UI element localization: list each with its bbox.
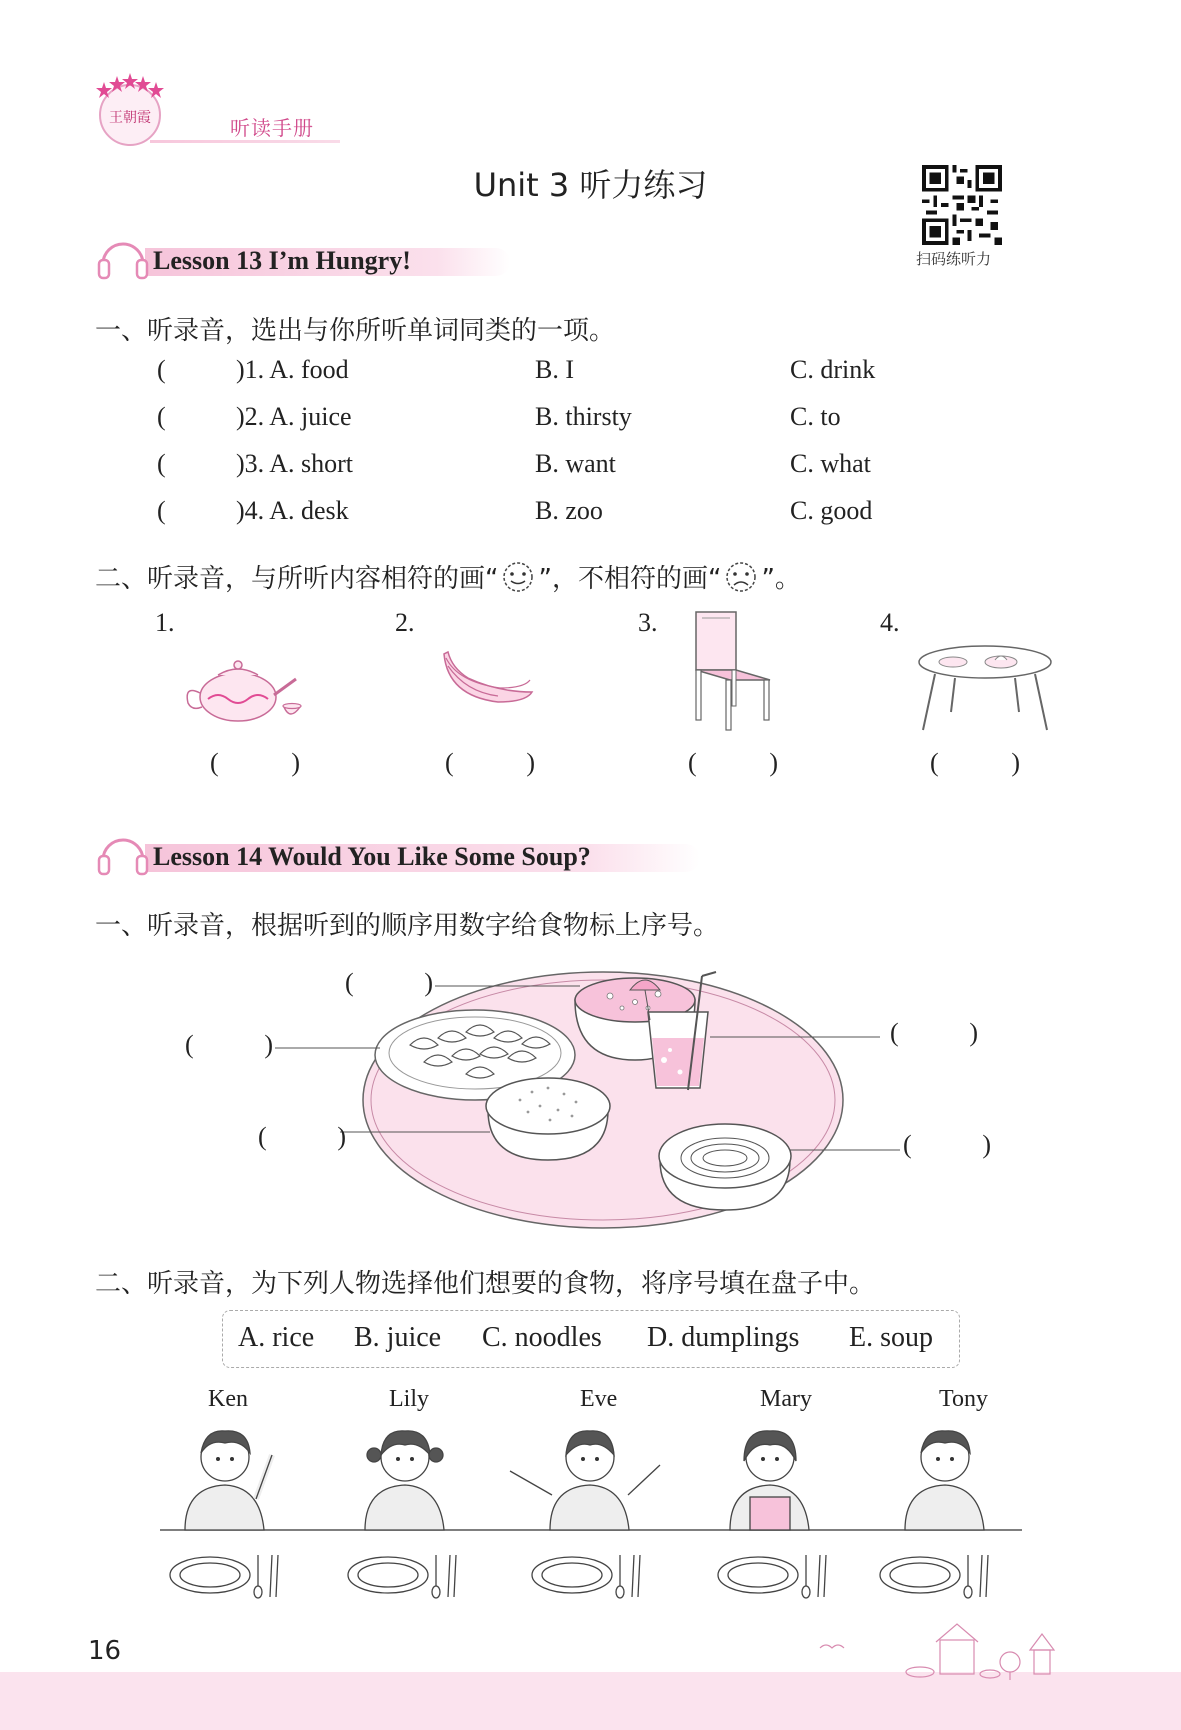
- lesson-14-title: Lesson 14 Would You Like Some Soup?: [153, 842, 591, 871]
- smile-face-icon: [498, 560, 538, 594]
- answer-paren[interactable]: (: [157, 449, 166, 478]
- row-option-a: )3. A. short: [236, 449, 353, 478]
- header-divider: [150, 140, 340, 143]
- paren-close: ): [337, 1122, 346, 1151]
- answer-paren[interactable]: (: [157, 355, 166, 384]
- paren-close: ): [424, 968, 433, 997]
- lesson-13-title: Lesson 13 I’m Hungry!: [153, 246, 411, 275]
- paren-close: ): [264, 1030, 273, 1059]
- headphone-icon: [95, 230, 151, 286]
- row-option-c: C. drink: [790, 355, 876, 384]
- paren-open: (: [345, 968, 354, 997]
- paren-open: (: [445, 748, 454, 777]
- person-name: Eve: [580, 1386, 618, 1412]
- row-option-c: C. to: [790, 402, 841, 431]
- lesson-14-banner: [95, 836, 715, 876]
- row-option-a: )2. A. juice: [236, 402, 352, 431]
- person-name: Tony: [939, 1386, 988, 1412]
- answer-blank[interactable]: [930, 748, 1020, 778]
- person-name: Ken: [208, 1386, 248, 1412]
- paren-open: (: [210, 748, 219, 777]
- answer-paren[interactable]: (: [157, 496, 166, 525]
- food-option: A. rice: [238, 1322, 315, 1353]
- paren-open: (: [258, 1122, 267, 1151]
- answer-blank[interactable]: [345, 968, 433, 998]
- paren-open: (: [903, 1130, 912, 1159]
- picture-number: 1.: [155, 608, 175, 637]
- answer-blank[interactable]: [890, 1018, 978, 1048]
- chair-picture: [690, 608, 780, 733]
- person-name: Mary: [760, 1386, 812, 1412]
- l13-q2-title: [95, 558, 801, 595]
- row-option-b: B. I: [535, 355, 574, 384]
- qr-code[interactable]: [922, 165, 1002, 245]
- row-option-a: )1. A. food: [236, 355, 349, 384]
- footer-decoration: [810, 1620, 1070, 1680]
- children-at-table-picture: [160, 1415, 1030, 1600]
- answer-blank[interactable]: [210, 748, 300, 778]
- food-option: D. dumplings: [647, 1322, 800, 1353]
- paren-open: (: [688, 748, 697, 777]
- picture-number: 3.: [638, 608, 658, 637]
- paren-close: ): [291, 748, 300, 777]
- l13-q2-title-part: ”，不相符的画“: [538, 564, 722, 594]
- answer-blank[interactable]: [258, 1122, 346, 1152]
- banana-picture: [438, 648, 538, 713]
- teapot-picture: [178, 655, 318, 725]
- footer-band: [0, 1672, 1181, 1730]
- l13-q1-title: 一、听录音，选出与你所听单词同类的一项。: [95, 316, 616, 346]
- paren-close: ): [1011, 748, 1020, 777]
- page-number: 16: [88, 1636, 122, 1666]
- unit-title: Unit 3 听力练习: [473, 166, 708, 204]
- picture-number: 4.: [880, 608, 900, 637]
- food-option: E. soup: [849, 1322, 933, 1353]
- paren-close: ): [526, 748, 535, 777]
- row-option-c: C. good: [790, 496, 873, 525]
- l14-q2-title: 二、听录音，为下列人物选择他们想要的食物，将序号填在盘子中。: [95, 1269, 876, 1299]
- l14-q1-title: 一、听录音，根据听到的顺序用数字给食物标上序号。: [95, 911, 720, 941]
- l13-q2-title-part: 二、听录音，与所听内容相符的画“: [95, 564, 499, 594]
- sad-face-icon: [721, 560, 761, 594]
- person-name: Lily: [389, 1386, 429, 1412]
- handbook-label: 听读手册: [230, 116, 314, 140]
- answer-paren[interactable]: (: [157, 402, 166, 431]
- publisher-logo: [90, 70, 170, 150]
- qr-caption: 扫码练听力: [916, 250, 992, 268]
- paren-open: (: [185, 1030, 194, 1059]
- row-option-b: B. thirsty: [535, 402, 632, 431]
- picture-number: 2.: [395, 608, 415, 637]
- paren-close: ): [982, 1130, 991, 1159]
- table-picture: [915, 640, 1055, 735]
- headphone-icon: [95, 826, 151, 882]
- answer-blank[interactable]: [688, 748, 778, 778]
- food-option: C. noodles: [482, 1322, 602, 1353]
- paren-close: ): [769, 748, 778, 777]
- row-option-b: B. zoo: [535, 496, 603, 525]
- answer-blank[interactable]: [445, 748, 535, 778]
- l13-q2-title-part: ”。: [761, 564, 801, 594]
- food-platter-picture: [180, 960, 1020, 1230]
- answer-blank[interactable]: [903, 1130, 991, 1160]
- paren-close: ): [969, 1018, 978, 1047]
- lesson-13-banner: [95, 240, 515, 280]
- food-option: B. juice: [354, 1322, 442, 1353]
- row-option-a: )4. A. desk: [236, 496, 349, 525]
- answer-blank[interactable]: [185, 1030, 273, 1060]
- paren-open: (: [930, 748, 939, 777]
- paren-open: (: [890, 1018, 899, 1047]
- row-option-c: C. what: [790, 449, 871, 478]
- row-option-b: B. want: [535, 449, 616, 478]
- svg-text:王朝霞: 王朝霞: [109, 110, 151, 126]
